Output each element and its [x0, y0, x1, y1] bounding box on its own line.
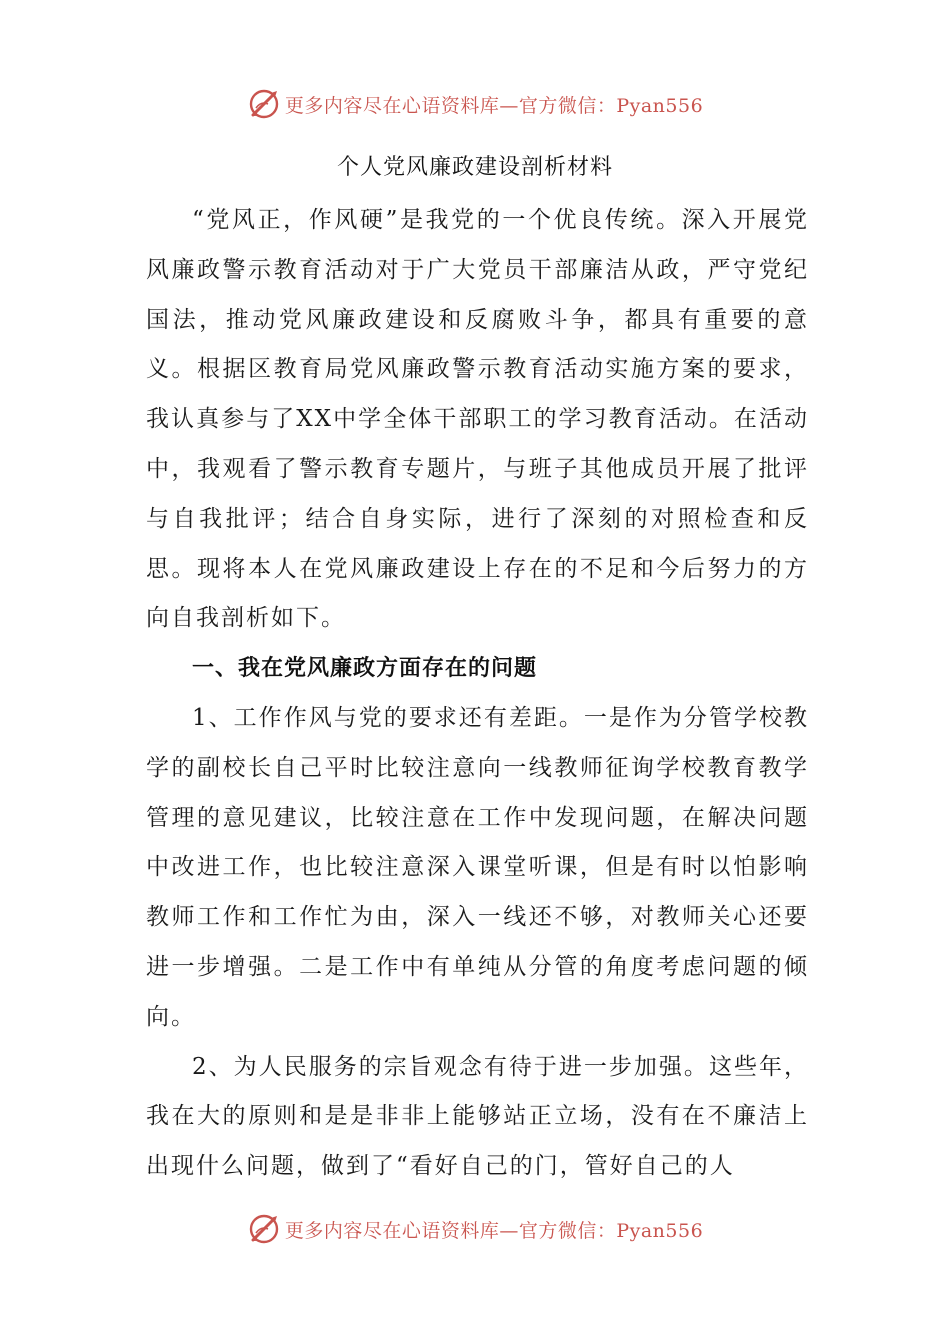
item-paragraph: 2、为人民服务的宗旨观念有待于进一步加强。这些年，我在大的原则和是是非非上能够站正立场，没有在不廉洁上出现什么问题，做到了“看好自己的门，管好自己的人 — [146, 1053, 809, 1180]
section-heading: 一、我在党风廉政方面存在的问题 — [192, 656, 538, 682]
intro-paragraph: “党风正，作风硬”是我党的一个优良传统。深入开展党风廉政警示教育活动对于广大党员干部廉洁从政，严守党纪国法，推动党风廉政建设和反腐败斗争，都具有重要的意义。根据区教育局党风廉政警示教育活动实施方案的要求，我认真参与了XX中学全体干部职工的学习教育活动。在活动中，我观看了警示教育专题片，与班子其他成员开展了批评与自我批评；结合自身实际，进行了深刻的对照检查和反思。现将本人在党风廉政建设上存在的不足和今后努力的方向自我剖析如下。 — [146, 207, 809, 632]
header-watermark — [0, 84, 950, 124]
watermark-text: 更多内容尽在心语资料库—官方微信：Pyan556 — [284, 1219, 704, 1242]
document-body — [146, 196, 809, 1192]
pen-logo-icon — [247, 1212, 281, 1246]
item-paragraph: 1、工作作风与党的要求还有差距。一是作为分管学校教学的副校长自己平时比较注意向一线教师征询学校教育教学管理的意见建议，比较注意在工作中发现问题，在解决问题中改进工作，也比较注意深入课堂听课，但是有时以怕影响教师工作和工作忙为由，深入一线还不够，对教师关心还要进一步增强。二是工作中有单纯从分管的角度考虑问题的倾向。 — [146, 704, 809, 1030]
pen-logo-icon — [247, 87, 281, 121]
watermark-text: 更多内容尽在心语资料库—官方微信：Pyan556 — [284, 94, 704, 117]
footer-watermark — [0, 1209, 950, 1249]
document-title: 个人党风廉政建设剖析材料 — [336, 155, 613, 180]
